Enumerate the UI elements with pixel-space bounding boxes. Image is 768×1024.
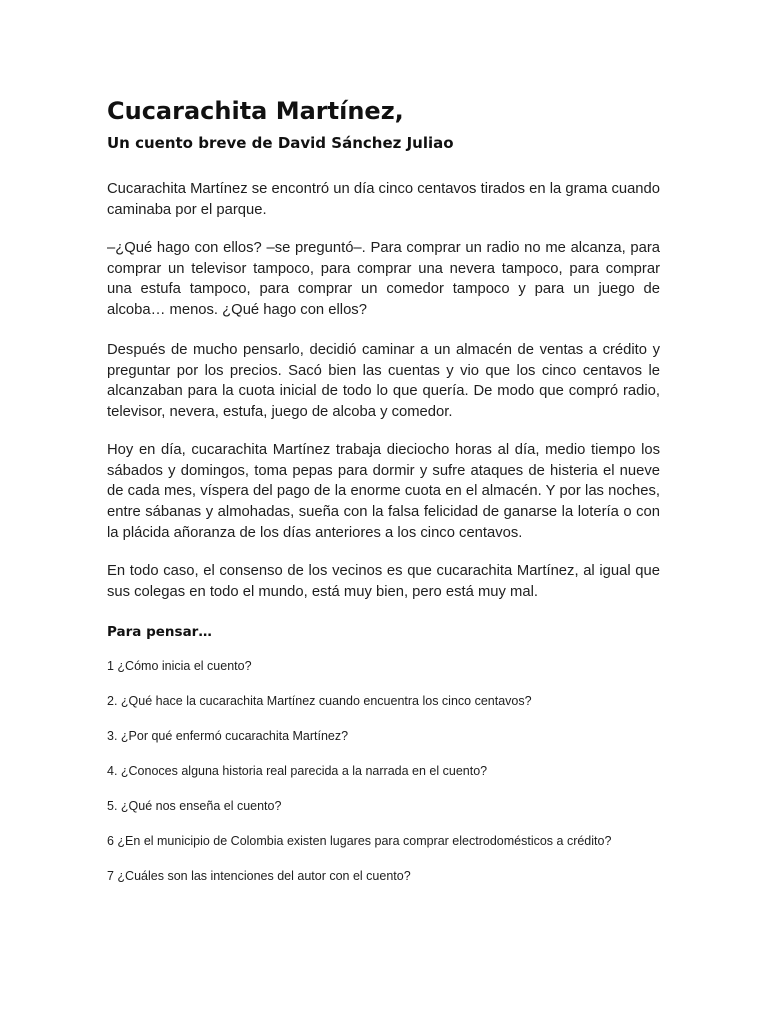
document-subtitle: Un cuento breve de David Sánchez Juliao <box>107 134 454 152</box>
question-item: 5. ¿Qué nos enseña el cuento? <box>107 799 282 813</box>
question-item: 3. ¿Por qué enfermó cucarachita Martínez? <box>107 729 349 743</box>
story-paragraph: Cucarachita Martínez se encontró un día cinco centavos tirados en la grama cuando caminaba por el parque. <box>107 181 660 218</box>
section-heading: Para pensar… <box>107 624 212 640</box>
question-item: 2. ¿Qué hace la cucarachita Martínez cuando encuentra los cinco centavos? <box>107 694 532 708</box>
story-paragraph: Después de mucho pensarlo, decidió caminar a un almacén de ventas a crédito y preguntar por los precios. Sacó bien las cuentas y vio que los cinco centavos le alcanzaban para la cuota inicial de todo lo que quería. De modo que compró radio, televisor, nevera, estufa, juego de alcoba y comedor. <box>107 342 660 421</box>
document-title: Cucarachita Martínez, <box>107 97 404 125</box>
question-item: 6 ¿En el municipio de Colombia existen lugares para comprar electrodomésticos a crédito? <box>107 834 612 848</box>
story-paragraph: En todo caso, el consenso de los vecinos es que cucarachita Martínez, al igual que sus colegas en todo el mundo, está muy bien, pero está muy mal. <box>107 563 660 600</box>
question-item: 4. ¿Conoces alguna historia real parecida a la narrada en el cuento? <box>107 764 488 778</box>
question-item: 1 ¿Cómo inicia el cuento? <box>107 659 252 673</box>
story-paragraph: –¿Qué hago con ellos? –se preguntó–. Para comprar un radio no me alcanza, para comprar un televisor tampoco, para comprar una nevera tampoco, para comprar una estufa tampoco, para comprar un comedor tampoco y para un juego de alcoba… menos. ¿Qué hago con ellos? <box>107 240 660 319</box>
question-item: 7 ¿Cuáles son las intenciones del autor con el cuento? <box>107 869 411 883</box>
story-paragraph: Hoy en día, cucarachita Martínez trabaja dieciocho horas al día, medio tiempo los sábados y domingos, toma pepas para dormir y sufre ataques de histeria el nueve de cada mes, víspera del pago de la enorme cuota en el almacén. Y por las noches, entre sábanas y almohadas, sueña con la falsa felicidad de ganarse la lotería o con la plácida añoranza de los días anteriores a los cinco centavos. <box>107 442 660 541</box>
